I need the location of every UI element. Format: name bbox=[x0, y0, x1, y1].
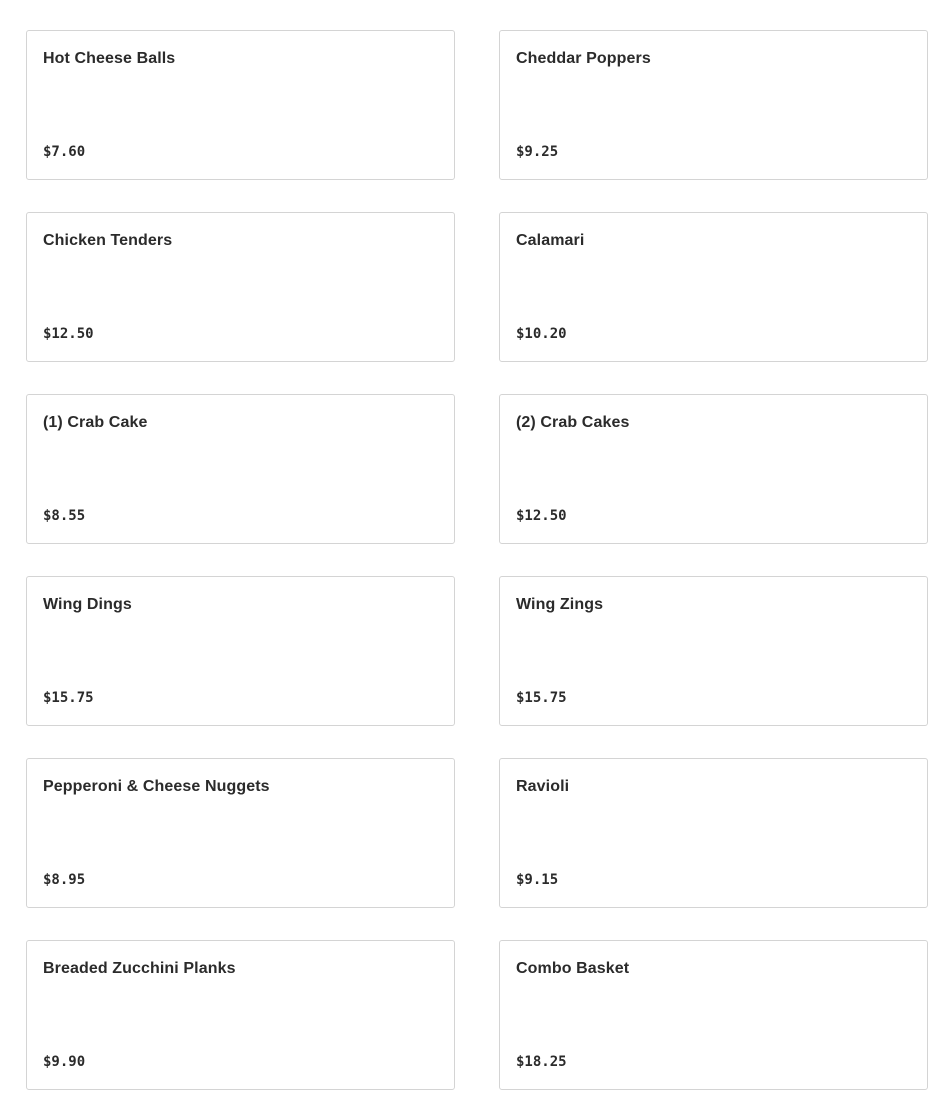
menu-item-name: Wing Dings bbox=[43, 596, 132, 613]
menu-item-price: $10.20 bbox=[516, 326, 567, 342]
menu-item-name: Calamari bbox=[516, 232, 585, 249]
menu-item-price: $9.15 bbox=[516, 872, 559, 888]
menu-item-price: $15.75 bbox=[516, 690, 567, 706]
menu-item-price: $18.25 bbox=[516, 1054, 567, 1070]
menu-item-card[interactable] bbox=[499, 394, 928, 544]
menu-item-card[interactable] bbox=[499, 212, 928, 362]
menu-item-card[interactable] bbox=[26, 212, 455, 362]
menu-item-price: $9.25 bbox=[516, 144, 559, 160]
menu-item-grid bbox=[26, 30, 928, 1090]
menu-item-name: Chicken Tenders bbox=[43, 232, 173, 249]
menu-item-name: (1) Crab Cake bbox=[43, 414, 148, 431]
menu-item-price: $12.50 bbox=[43, 326, 94, 342]
menu-item-card[interactable] bbox=[499, 30, 928, 180]
menu-item-price: $9.90 bbox=[43, 1054, 86, 1070]
menu-item-card[interactable] bbox=[26, 576, 455, 726]
menu-item-price: $15.75 bbox=[43, 690, 94, 706]
menu-item-name: Hot Cheese Balls bbox=[43, 50, 176, 67]
menu-item-name: Pepperoni & Cheese Nuggets bbox=[43, 778, 270, 795]
menu-item-name: Combo Basket bbox=[516, 960, 630, 977]
menu-item-price: $8.95 bbox=[43, 872, 86, 888]
menu-item-name: Breaded Zucchini Planks bbox=[43, 960, 236, 977]
menu-item-price: $12.50 bbox=[516, 508, 567, 524]
menu-item-card[interactable] bbox=[26, 940, 455, 1090]
menu-item-card[interactable] bbox=[26, 30, 455, 180]
menu-item-card[interactable] bbox=[499, 576, 928, 726]
menu-item-name: Wing Zings bbox=[516, 596, 604, 613]
menu-item-name: Ravioli bbox=[516, 778, 570, 795]
menu-item-card[interactable] bbox=[26, 758, 455, 908]
menu-item-name: (2) Crab Cakes bbox=[516, 414, 630, 431]
menu-item-card[interactable] bbox=[26, 394, 455, 544]
menu-item-name: Cheddar Poppers bbox=[516, 50, 651, 67]
menu-item-price: $7.60 bbox=[43, 144, 86, 160]
menu-item-price: $8.55 bbox=[43, 508, 86, 524]
menu-item-card[interactable] bbox=[499, 940, 928, 1090]
menu-item-card[interactable] bbox=[499, 758, 928, 908]
